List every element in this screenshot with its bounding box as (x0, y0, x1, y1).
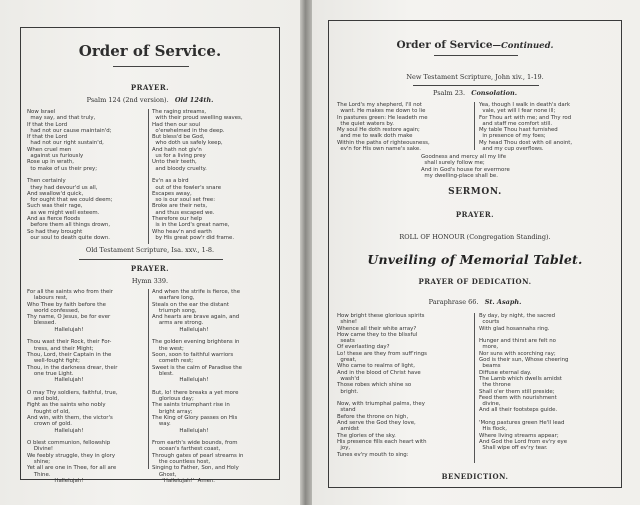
paraphrase-66-column-1: How bright these glorious spirits shine! Whence all their white array? How came they to the blissful seats Of everlasting day? Lo! these are they from suff'rings great, Who came to realms of light, And in the blood of Christ have wash'd Those robes which shine so bright. Now, with triumphal palms, they stand Before the throne on high, And serve the God they love, amidst The glories of the sky. His presence fills each heart with joy, Tunes ev'ry mouth to sing: (337, 313, 427, 458)
right-title: Order of Service—Continued. (396, 39, 554, 51)
psalm-124-column-1: Now Israel may say, and that truly, If that the Lord had not our cause maintain'd; If that the Lord had not our right sustain'd, When cruel men against us furiously Rose up in wrath, to make of us their prey; Then certainly they had devour'd us all, And swallow'd quick, for ought that we could deem; Such was their rage, as we might well esteem. And as fierce floods before them all things drown, So had they brought our soul to death quite down. (27, 109, 113, 241)
prayer-heading-2: PRAYER. (130, 264, 170, 273)
hymn-339-column-1: For all the saints who from their labours rest, Who Thee by faith before the world confessed, Thy name, O Jesus, be for ever blessed. Hallelujah! Thou wast their Rock, their For- tress, and their Might; Thou, Lord, their Captain in the well-fought fight; Thou, in the darkness drear, their one true Light. Hallelujah! O may Thy soldiers, faithful, true, and bold, Fight as the saints who nobly fought of old, And win, with them, the victor's crown of gold. Hallelujah! O blest communion, fellowship Divine! We feebly struggle, they in glory shine; Yet all are one in Thee, for all are Thine. Hallelujah! (27, 289, 118, 484)
psalm-23-column-1: The Lord's my shepherd, I'll not want. He makes me down to lie In pastures green: He leadeth me the quiet waters by. My soul He doth restore again; and me to walk doth make Within the paths of righteousness, ev'n for His own name's sake. (337, 102, 430, 153)
section-rule (79, 259, 223, 260)
right-page (312, 0, 640, 505)
sermon-heading: SERMON. (448, 187, 502, 197)
prayer-heading-right: PRAYER. (455, 210, 495, 219)
psalm-124-column-2: The raging streams, with their proud swelling waves, Had then our soul o'erwhelmed in the deep. But bless'd be God, who doth us safely keep, And hath not giv'n us for a living prey Unto their teeth, and bloody cruelty. Ev'n as a bird out of the fowler's snare Escapes away, so is our soul set free: Broke are their nets, and thus escaped we. Therefore our help is in the Lord's great name, Who heav'n and earth by His great pow'r did frame. (152, 109, 243, 241)
paraphrase-66-heading: Paraphrase 66. St. Asaph. (428, 298, 522, 306)
left-title: Order of Service. (78, 42, 222, 60)
column-divider-right-2 (474, 313, 475, 463)
paraphrase-66-column-2: By day, by night, the sacred courts With glad hosannahs ring. Hunger and thirst are felt no more, Nor suns with scorching ray; God is their sun, Whose cheering beams Diffuse eternal day. The Lamb which dwells amidst the throne Shall o'er them still preside; Feed them with nourishment divine, And all their footsteps guide. 'Mong pastures green He'll lead His flock, Where living streams appear; And God the Lord from ev'ry eye Shall wipe off ev'ry tear. (479, 313, 569, 452)
psalm-124-heading: Psalm 124 (2nd version). Old 124th. (86, 96, 214, 104)
booklet-spine (300, 0, 312, 505)
right-page-frame (328, 20, 622, 488)
hymn-339-column-2: And when the strife is fierce, the warfare long, Steals on the ear the distant triumph song, And hearts are brave again, and arms are strong. Hallelujah! The golden evening brightens in the west; Soon, soon to faithful warriors cometh rest; Sweet is the calm of Paradise the blest. Hallelujah! But, lo! there breaks a yet more glorious day; The saints triumphant rise in bright array; The King of Glory passes on His way. Hallelujah! From earth's wide bounds, from ocean's farthest coast, Through gates of pearl streams in the countless host, Singing to Father, Son, and Holy Ghost, 'Hallelujah!' Amen. (152, 289, 244, 484)
psalm-23-column-2: Yea, though I walk in death's dark vale, yet will I fear none ill; For Thou art with me; and Thy rod and staff me comfort still. My table Thou hast furnished in presence of my foes; My head Thou dost with oil anoint, and my cup overflows. (479, 102, 573, 153)
old-testament-scripture: Old Testament Scripture, Isa. xxv., 1-8. (85, 246, 215, 254)
title-rule (113, 66, 189, 67)
prayer-heading-1: PRAYER. (130, 83, 170, 92)
psalm-23-heading: Psalm 23. Consolation. (433, 89, 517, 97)
column-divider (148, 109, 149, 244)
left-page-frame (20, 27, 280, 484)
roll-of-honour: ROLL OF HONOUR (Congregation Standing). (399, 233, 551, 241)
psalm-23-final-verse: Goodness and mercy all my life shall surely follow me; And in God's house for evermore my dwelling-place shall be. (421, 154, 510, 179)
section-rule-right (413, 85, 539, 86)
prayer-of-dedication: PRAYER OF DEDICATION. (418, 277, 532, 286)
left-page (0, 0, 300, 505)
unveiling-heading: Unveiling of Memorial Tablet. (367, 252, 583, 267)
benediction: BENEDICTION. (441, 472, 509, 481)
column-divider-2 (148, 289, 149, 469)
column-divider-right (474, 102, 475, 150)
hymn-339-heading: Hymn 339. (131, 277, 169, 285)
new-testament-scripture: New Testament Scripture, John xiv., 1-19. (406, 73, 544, 81)
title-rule-right (434, 55, 518, 56)
